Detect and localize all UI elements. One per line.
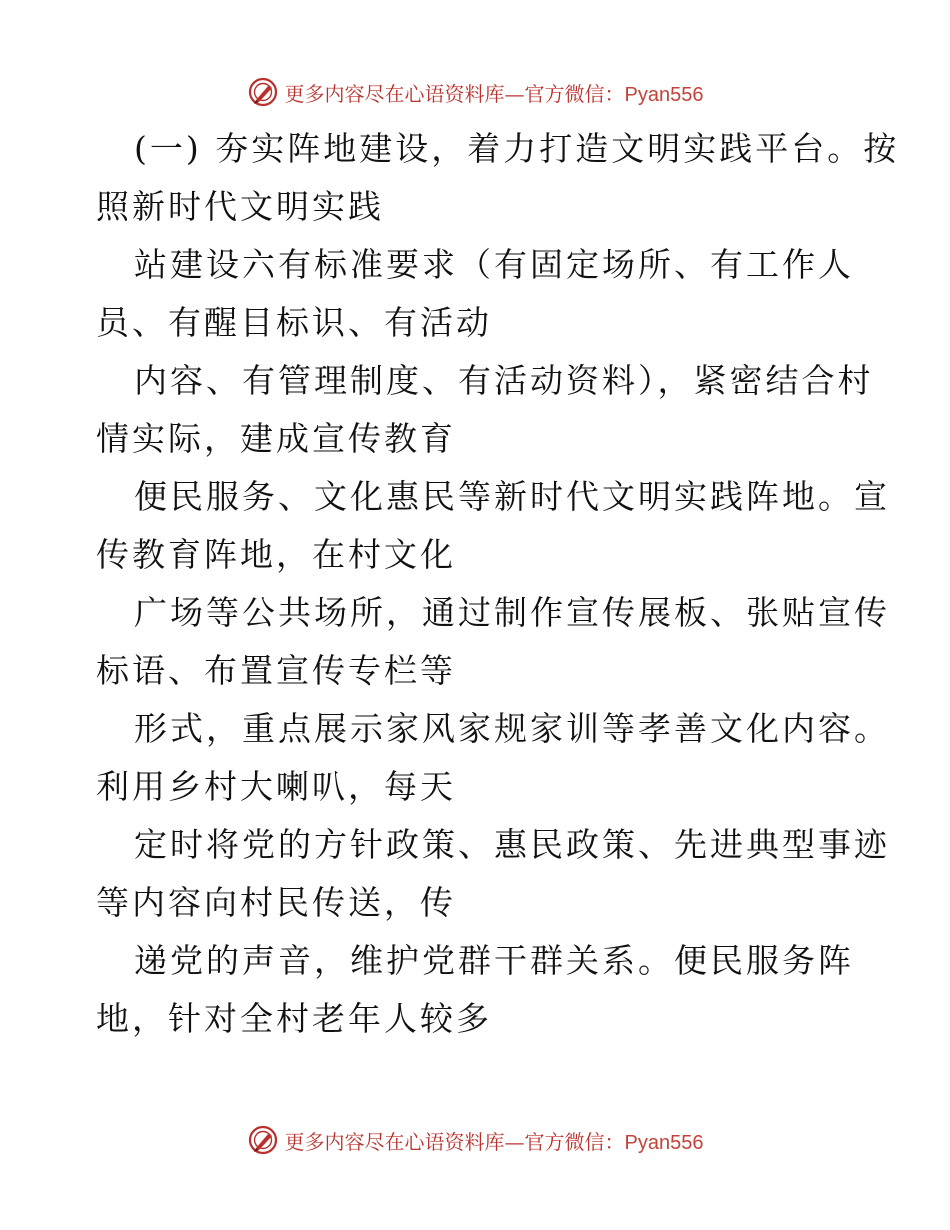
body-line: 利用乡村大喇叭，每天 bbox=[96, 767, 456, 806]
body-line: 等内容向村民传送，传 bbox=[96, 883, 456, 922]
body-line: 照新时代文明实践 bbox=[96, 187, 384, 226]
footer-wechat-id: Pyan556 bbox=[624, 1131, 704, 1154]
pen-in-circle-icon bbox=[247, 76, 279, 108]
body-line: 便民服务、文化惠民等新时代文明实践阵地。宣 bbox=[134, 477, 890, 516]
body-line: 传教育阵地，在村文化 bbox=[96, 535, 456, 574]
body-line: (一) 夯实阵地建设，着力打造文明实践平台。按 bbox=[134, 129, 900, 168]
footer-watermark-banner bbox=[0, 1120, 950, 1160]
body-line: 内容、有管理制度、有活动资料），紧密结合村 bbox=[134, 361, 874, 400]
document-body bbox=[96, 120, 900, 1048]
pen-in-circle-icon bbox=[247, 1124, 279, 1156]
body-line: 员、有醒目标识、有活动 bbox=[96, 303, 492, 342]
header-watermark-text: 更多内容尽在心语资料库—官方微信：Pyan556 bbox=[284, 81, 704, 106]
body-line: 标语、布置宣传专栏等 bbox=[96, 651, 456, 690]
body-line: 站建设六有标准要求（有固定场所、有工作人 bbox=[134, 245, 854, 284]
body-line: 地，针对全村老年人较多 bbox=[96, 999, 492, 1038]
footer-watermark-text: 更多内容尽在心语资料库—官方微信：Pyan556 bbox=[284, 1129, 704, 1154]
header-watermark-banner bbox=[0, 72, 950, 112]
body-line: 形式，重点展示家风家规家训等孝善文化内容。 bbox=[134, 709, 890, 748]
body-line: 递党的声音，维护党群干群关系。便民服务阵 bbox=[134, 941, 854, 980]
body-line: 定时将党的方针政策、惠民政策、先进典型事迹 bbox=[134, 825, 890, 864]
body-line: 情实际，建成宣传教育 bbox=[96, 419, 456, 458]
header-wechat-id: Pyan556 bbox=[624, 83, 704, 106]
body-line: 广场等公共场所，通过制作宣传展板、张贴宣传 bbox=[134, 593, 890, 632]
